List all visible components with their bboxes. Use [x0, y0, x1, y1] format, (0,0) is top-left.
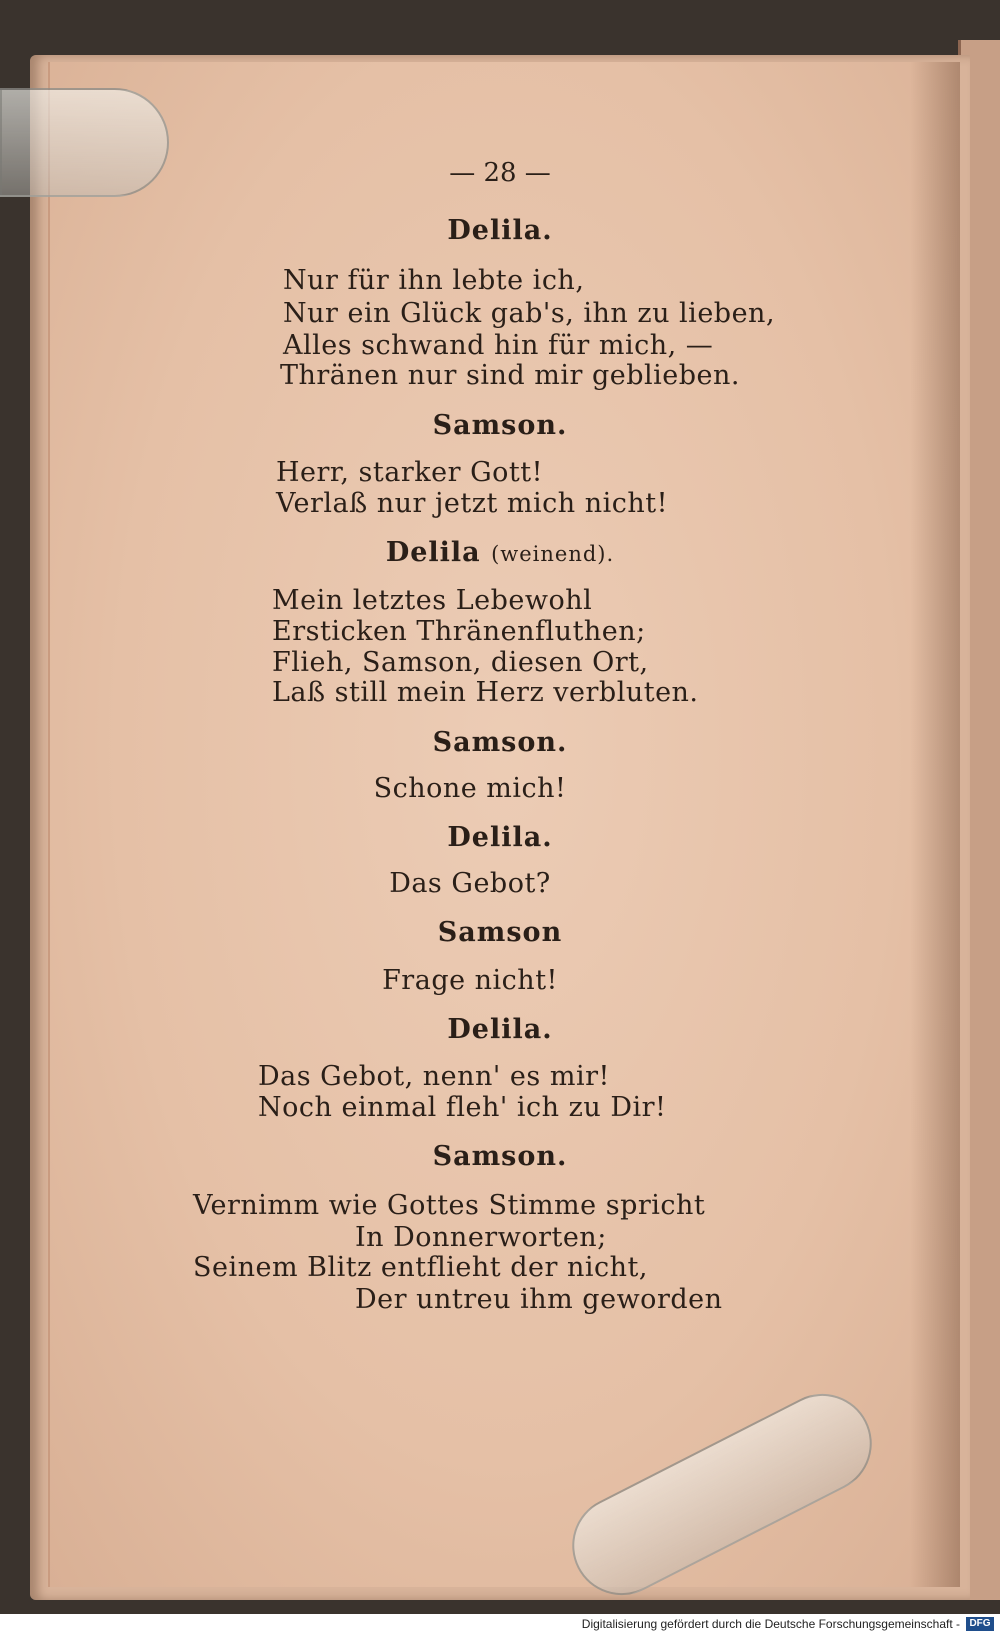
- verse-line: Schone mich!: [373, 773, 567, 804]
- speaker-heading: Delila.: [447, 822, 553, 853]
- verse-line: Noch einmal fleh' ich zu Dir!: [258, 1092, 667, 1123]
- verse-line: Vernimm wie Gottes Stimme spricht: [193, 1190, 706, 1221]
- speaker-heading: Delila.: [447, 215, 553, 246]
- verse-line: Frage nicht!: [382, 965, 558, 996]
- speaker-name: Delila: [385, 537, 481, 568]
- speaker-heading: Samson.: [432, 727, 568, 758]
- verse-line: Ersticken Thränenfluthen;: [272, 616, 646, 647]
- speaker-heading: Samson: [437, 917, 563, 948]
- verse-line: Der untreu ihm geworden: [355, 1284, 723, 1315]
- verse-line: In Donnerworten;: [355, 1222, 607, 1253]
- page-number: — 28 —: [449, 158, 551, 188]
- verse-line: Nur ein Glück gab's, ihn zu lieben,: [283, 298, 776, 329]
- verse-line: Alles schwand hin für mich, —: [283, 330, 714, 361]
- speaker-heading: [0, 537, 1000, 568]
- verse-line: Herr, starker Gott!: [276, 457, 543, 488]
- verse-line: Thränen nur sind mir geblieben.: [280, 360, 741, 391]
- verse-line: Das Gebot?: [389, 868, 551, 899]
- verse-line: Flieh, Samson, diesen Ort,: [272, 647, 649, 678]
- speaker-heading: Delila.: [447, 1014, 553, 1045]
- verse-line: Seinem Blitz entflieht der nicht,: [193, 1252, 648, 1283]
- verse-line: Nur für ihn lebte ich,: [283, 265, 585, 296]
- speaker-heading: Samson.: [432, 410, 568, 441]
- speaker-heading: Samson.: [432, 1141, 568, 1172]
- dfg-logo: DFG: [966, 1617, 994, 1631]
- footer-bar: [0, 1614, 1000, 1636]
- verse-line: Das Gebot, nenn' es mir!: [258, 1061, 610, 1092]
- verse-line: Laß still mein Herz verbluten.: [272, 677, 699, 708]
- funding-credit: Digitalisierung gefördert durch die Deutsche Forschungsgemeinschaft -: [581, 1617, 960, 1631]
- verse-line: Mein letztes Lebewohl: [272, 585, 593, 616]
- verse-line: Verlaß nur jetzt mich nicht!: [276, 488, 668, 519]
- stage-direction: (weinend).: [491, 542, 615, 566]
